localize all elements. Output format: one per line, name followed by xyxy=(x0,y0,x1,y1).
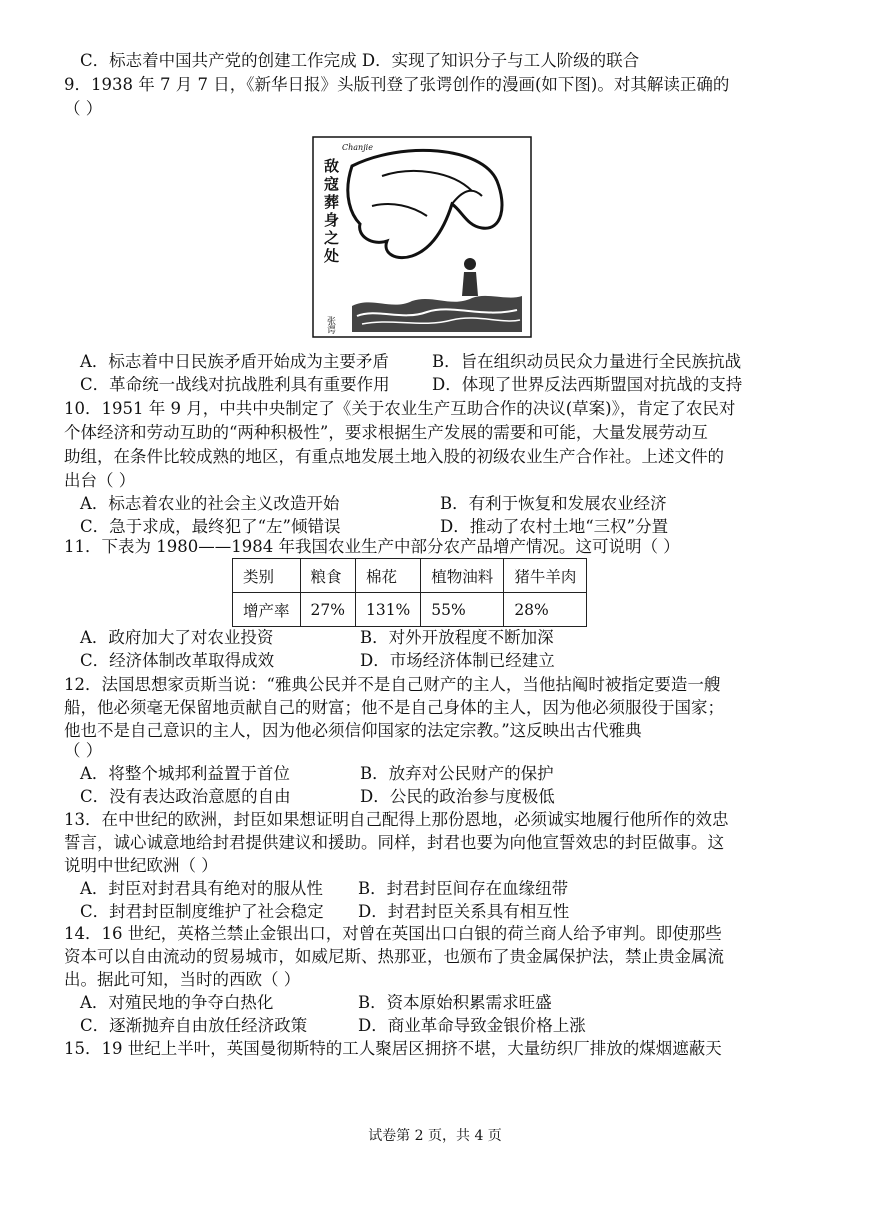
table-row xyxy=(233,593,587,627)
q10-stem-line2: 个体经济和劳动互助的“两种积极性”，要求根据生产发展的需要和可能，大量发展劳动互 xyxy=(64,423,708,442)
table-cell: 55% xyxy=(421,593,504,627)
q13-stem-line1: 13．在中世纪的欧洲，封臣如果想证明自己配得上那份恩地，必须诚实地履行他所作的效忠 xyxy=(64,810,729,829)
table-cell: 28% xyxy=(504,593,587,627)
q8-options-cd: C．标志着中国共产党的创建工作完成 D．实现了知识分子与工人阶级的联合 xyxy=(80,51,640,70)
q12-stem-line1: 12．法国思想家贡斯当说：“雅典公民并不是自己财产的主人，当他拈阄时被指定要造一艘 xyxy=(64,675,721,694)
q10-option-c: C．急于求成，最终犯了“左”倾错误 xyxy=(80,517,341,536)
q10-option-a: A．标志着农业的社会主义改造开始 xyxy=(80,494,340,513)
table-header-row xyxy=(233,559,587,593)
table-cell: 27% xyxy=(300,593,355,627)
q14-option-d: D．商业革命导致金银价格上涨 xyxy=(358,1016,586,1035)
table-cell: 猪牛羊肉 xyxy=(504,559,587,593)
q12-stem-line2: 船，他必须毫无保留地贡献自己的财富；他不是自己身体的主人，因为他必须服役于国家； xyxy=(64,698,724,717)
q11-option-b: B．对外开放程度不断加深 xyxy=(360,628,554,647)
table-cell: 类别 xyxy=(233,559,301,593)
q14-stem-line3: 出。据此可知，当时的西欧（ ） xyxy=(64,970,301,989)
q12-option-b: B．放弃对公民财产的保护 xyxy=(360,764,554,783)
q12-stem-line3: 他也不是自己意识的主人，因为他必须信仰国家的法定宗教。”这反映出古代雅典 xyxy=(64,721,642,740)
q9-answer-blank: （ ） xyxy=(64,99,103,118)
q9-option-c: C．革命统一战线对抗战胜利具有重要作用 xyxy=(80,375,390,394)
q10-option-b: B．有利于恢复和发展农业经济 xyxy=(440,494,667,513)
q11-option-a: A．政府加大了对农业投资 xyxy=(80,628,274,647)
q13-option-b: B．封君封臣间存在血缘纽带 xyxy=(358,879,569,898)
q14-stem-line2: 资本可以自由流动的贸易城市，如威尼斯、热那亚，也颁布了贵金属保护法，禁止贵金属流 xyxy=(64,947,724,966)
table-cell: 植物油料 xyxy=(421,559,504,593)
q14-stem-line1: 14．16 世纪，英格兰禁止金银出口，对曾在英国出口白银的荷兰商人给予审判。即使那些 xyxy=(64,924,722,943)
q12-option-d: D．公民的政治参与度极低 xyxy=(360,787,555,806)
q13-stem-line2: 誓言，诚心诚意地给封君提供建议和援助。同样，封君也要为向他宣誓效忠的封臣做事。这 xyxy=(64,833,724,852)
q12-option-c: C．没有表达政治意愿的自由 xyxy=(80,787,291,806)
q11-option-d: D．市场经济体制已经建立 xyxy=(360,651,555,670)
q12-option-a: A．将整个城邦利益置于首位 xyxy=(80,764,290,783)
war-cartoon-image xyxy=(312,136,532,338)
table-cell: 增产率 xyxy=(233,593,301,627)
q9-option-b: B．旨在组织动员民众力量进行全民族抗战 xyxy=(432,352,742,371)
q11-stem: 11．下表为 1980——1984 年我国农业生产中部分农产品增产情况。这可说明（ ） xyxy=(64,537,680,556)
page-footer: 试卷第 2 页，共 4 页 xyxy=(368,1128,502,1144)
cartoon-title: 敌寇葬身之处 xyxy=(322,158,340,266)
q13-option-c: C．封君封臣制度维护了社会稳定 xyxy=(80,902,324,921)
q9-stem: 9．1938 年 7 月 7 日，《新华日报》头版刊登了张谔创作的漫画(如下图)。对其解读正确的 xyxy=(64,75,730,94)
q10-stem-line1: 10．1951 年 9 月，中共中央制定了《关于农业生产互助合作的决议(草案)》，肯定了农民对 xyxy=(64,399,736,418)
q13-stem-line3: 说明中世纪欧洲（ ） xyxy=(64,856,218,875)
q15-stem-line1: 15．19 世纪上半叶，英国曼彻斯特的工人聚居区拥挤不堪，大量纺织厂排放的煤烟遮蔽天 xyxy=(64,1039,722,1058)
table-cell: 粮食 xyxy=(300,559,355,593)
crop-growth-table xyxy=(232,558,587,627)
q14-option-a: A．对殖民地的争夺白热化 xyxy=(80,993,274,1012)
q13-option-d: D．封君封臣关系具有相互性 xyxy=(358,902,570,921)
cartoon-artist: 张谔 xyxy=(325,316,335,334)
q14-option-c: C．逐渐抛弃自由放任经济政策 xyxy=(80,1016,308,1035)
q10-stem-line3: 助组，在条件比较成熟的地区，有重点地发展土地入股的初级农业生产合作社。上述文件的 xyxy=(64,447,724,466)
q13-option-a: A．封臣对封君具有绝对的服从性 xyxy=(80,879,323,898)
table-cell: 棉花 xyxy=(355,559,420,593)
q10-option-d: D．推动了农村土地“三权”分置 xyxy=(440,517,669,536)
q14-option-b: B．资本原始积累需求旺盛 xyxy=(358,993,552,1012)
q11-option-c: C．经济体制改革取得成效 xyxy=(80,651,275,670)
table-cell: 131% xyxy=(355,593,420,627)
q9-option-a: A．标志着中日民族矛盾开始成为主要矛盾 xyxy=(80,352,389,371)
cartoon-signature: Chanjie xyxy=(342,143,373,152)
q10-stem-line4: 出台（ ） xyxy=(64,471,136,490)
q9-option-d: D．体现了世界反法西斯盟国对抗战的支持 xyxy=(432,375,743,394)
q12-answer-blank: （ ） xyxy=(64,741,103,760)
